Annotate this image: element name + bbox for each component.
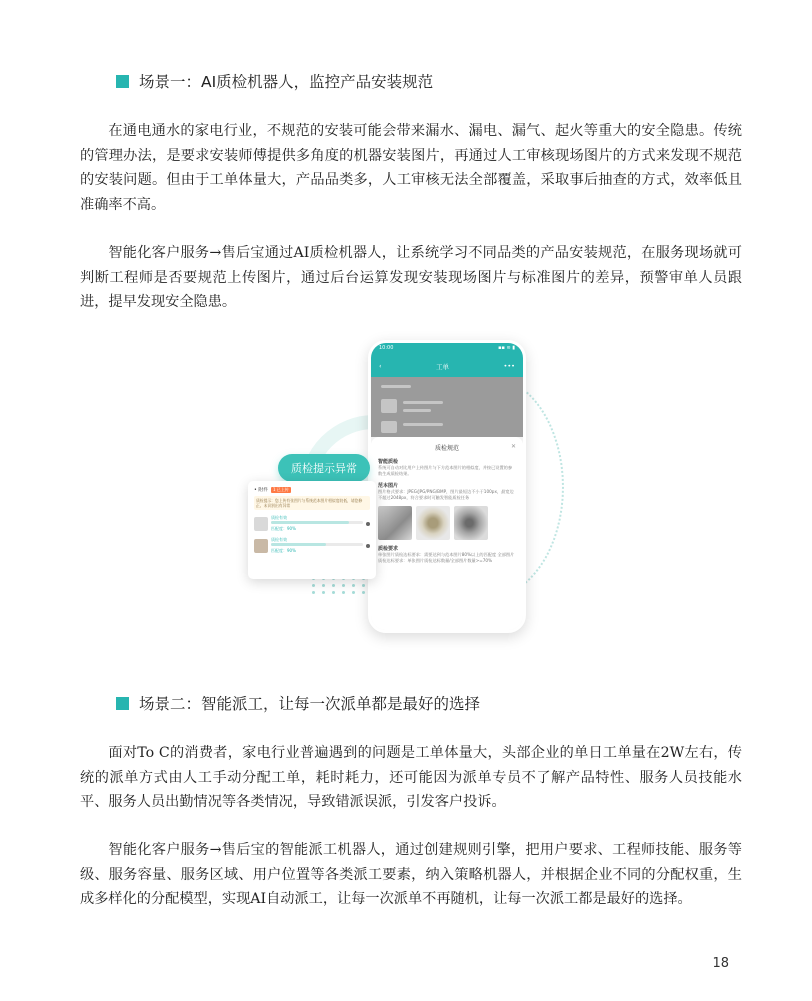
card-tag: 1 已上传: [272, 486, 289, 492]
signal-icon: ▪▪ ≋ ▮: [498, 345, 515, 351]
section1-paragraph-1: 在通电通水的家电行业，不规范的安装可能会带来漏水、漏电、漏气、起火等重大的安全隐患。传统的管理办法，是要求安装师傅提供多角度的机器安装图片，再通过人工审核现场图片的方式来发现不规范的安装问题。但由于工单体量大，产品品类多，人工审核无法全部覆盖，采取事后抽查的方式，效率低且准确率不高。: [80, 123, 742, 214]
phone-mockup: [368, 340, 526, 633]
thumbnail-image: [254, 539, 268, 553]
section1-heading-text: 场景一：AI质检机器人，监控产品安装规范: [139, 73, 434, 91]
section1-heading: [116, 70, 433, 92]
thumbnail-image: [254, 517, 268, 531]
quality-spec-sheet: [371, 437, 523, 630]
section2-paragraph-1: 面对To C的消费者，家电行业普遍遇到的问题是工单体量大，头部企业的单日工单量在2W左右，传统的派单方式由人工手动分配工单，耗时耗力，还可能因为派单专员不了解产品特性、服务人员技能水平、服务人员出勤情况等各类情况，导致错派误派，引发客户投诉。: [80, 745, 742, 811]
card-title: • 附件: [254, 488, 268, 493]
heading-bullet-icon: [116, 697, 129, 710]
sheet-text-smart-check: 系统可自动对比用户上传图片与下方范本图片的相似度，并按已设置的参数生成质检结果。: [378, 465, 513, 476]
sample-image-pipe: [416, 506, 450, 540]
more-icon: •••: [503, 362, 515, 370]
close-icon: ✕: [510, 443, 516, 450]
heading-bullet-icon: [116, 75, 129, 88]
sheet-text-requirements: 单张图片质检达标要求：需要达到与范本图片80%以上的匹配度 全部图片质检达标要求：单张图片质检达标数量/全部图片数量>=70%: [378, 552, 515, 563]
sheet-label-requirements: 质检要求: [378, 546, 399, 552]
section1-paragraph-2: 智能化客户服务→售后宝通过AI质检机器人，让系统学习不同品类的产品安装规范，在服务现场就可判断工程师是否要规范上传图片，通过后台运算发现安装现场图片与标准图片的差异，预警审单人员跟进，提早发现安全隐患。: [80, 245, 742, 311]
sample-images: [378, 506, 516, 540]
row-dot-icon: [366, 522, 370, 526]
quality-alert-badge: 质检提示异常: [278, 454, 370, 482]
card-warning: 质检提示：您上传有张图片与系统范本图片相似度较低，请您修正。未识别出有异常: [254, 496, 370, 510]
card-row: 质检有效 匹配度：90%: [254, 515, 370, 532]
phone-title: 工单: [436, 362, 450, 371]
sample-image-valve: [378, 506, 412, 540]
phone-dimmed-content: [371, 377, 523, 437]
section2-heading-text: 场景二：智能派工，让每一次派单都是最好的选择: [139, 695, 481, 713]
sample-image-fitting: [454, 506, 488, 540]
illustration: [240, 335, 570, 635]
attachment-card: [248, 481, 376, 579]
phone-status-bar: 10:00 ▪▪ ≋ ▮: [371, 343, 523, 355]
sheet-label-smart-check: 智能质检: [378, 459, 399, 465]
section2-paragraph-2: 智能化客户服务→售后宝的智能派工机器人，通过创建规则引擎，把用户要求、工程师技能、服务等级、服务容量、服务区域、用户位置等各类派工要素，纳入策略机器人，并根据企业不同的分配权重，生成多样化的分配模型，实现AI自动派工，让每一次派单不再随机，让每一次派工都是最好的选择。: [80, 842, 742, 908]
back-icon: ‹: [379, 362, 382, 370]
row-dot-icon: [366, 544, 370, 548]
page-number: 18: [712, 956, 729, 971]
section2-heading: [116, 692, 480, 714]
card-row: 质检有效 匹配度：90%: [254, 537, 370, 554]
sheet-title: 质检规范: [434, 445, 459, 452]
sheet-text-sample-images: 图片格式要求：JPEG/JPG/PNG/BMP，图片最短边不小于100px，最宽边不超过2048px，符合要求时可触发智能质检任务: [378, 489, 514, 500]
phone-navbar: [371, 355, 523, 377]
sheet-label-sample-images: 范本图片: [378, 483, 399, 489]
